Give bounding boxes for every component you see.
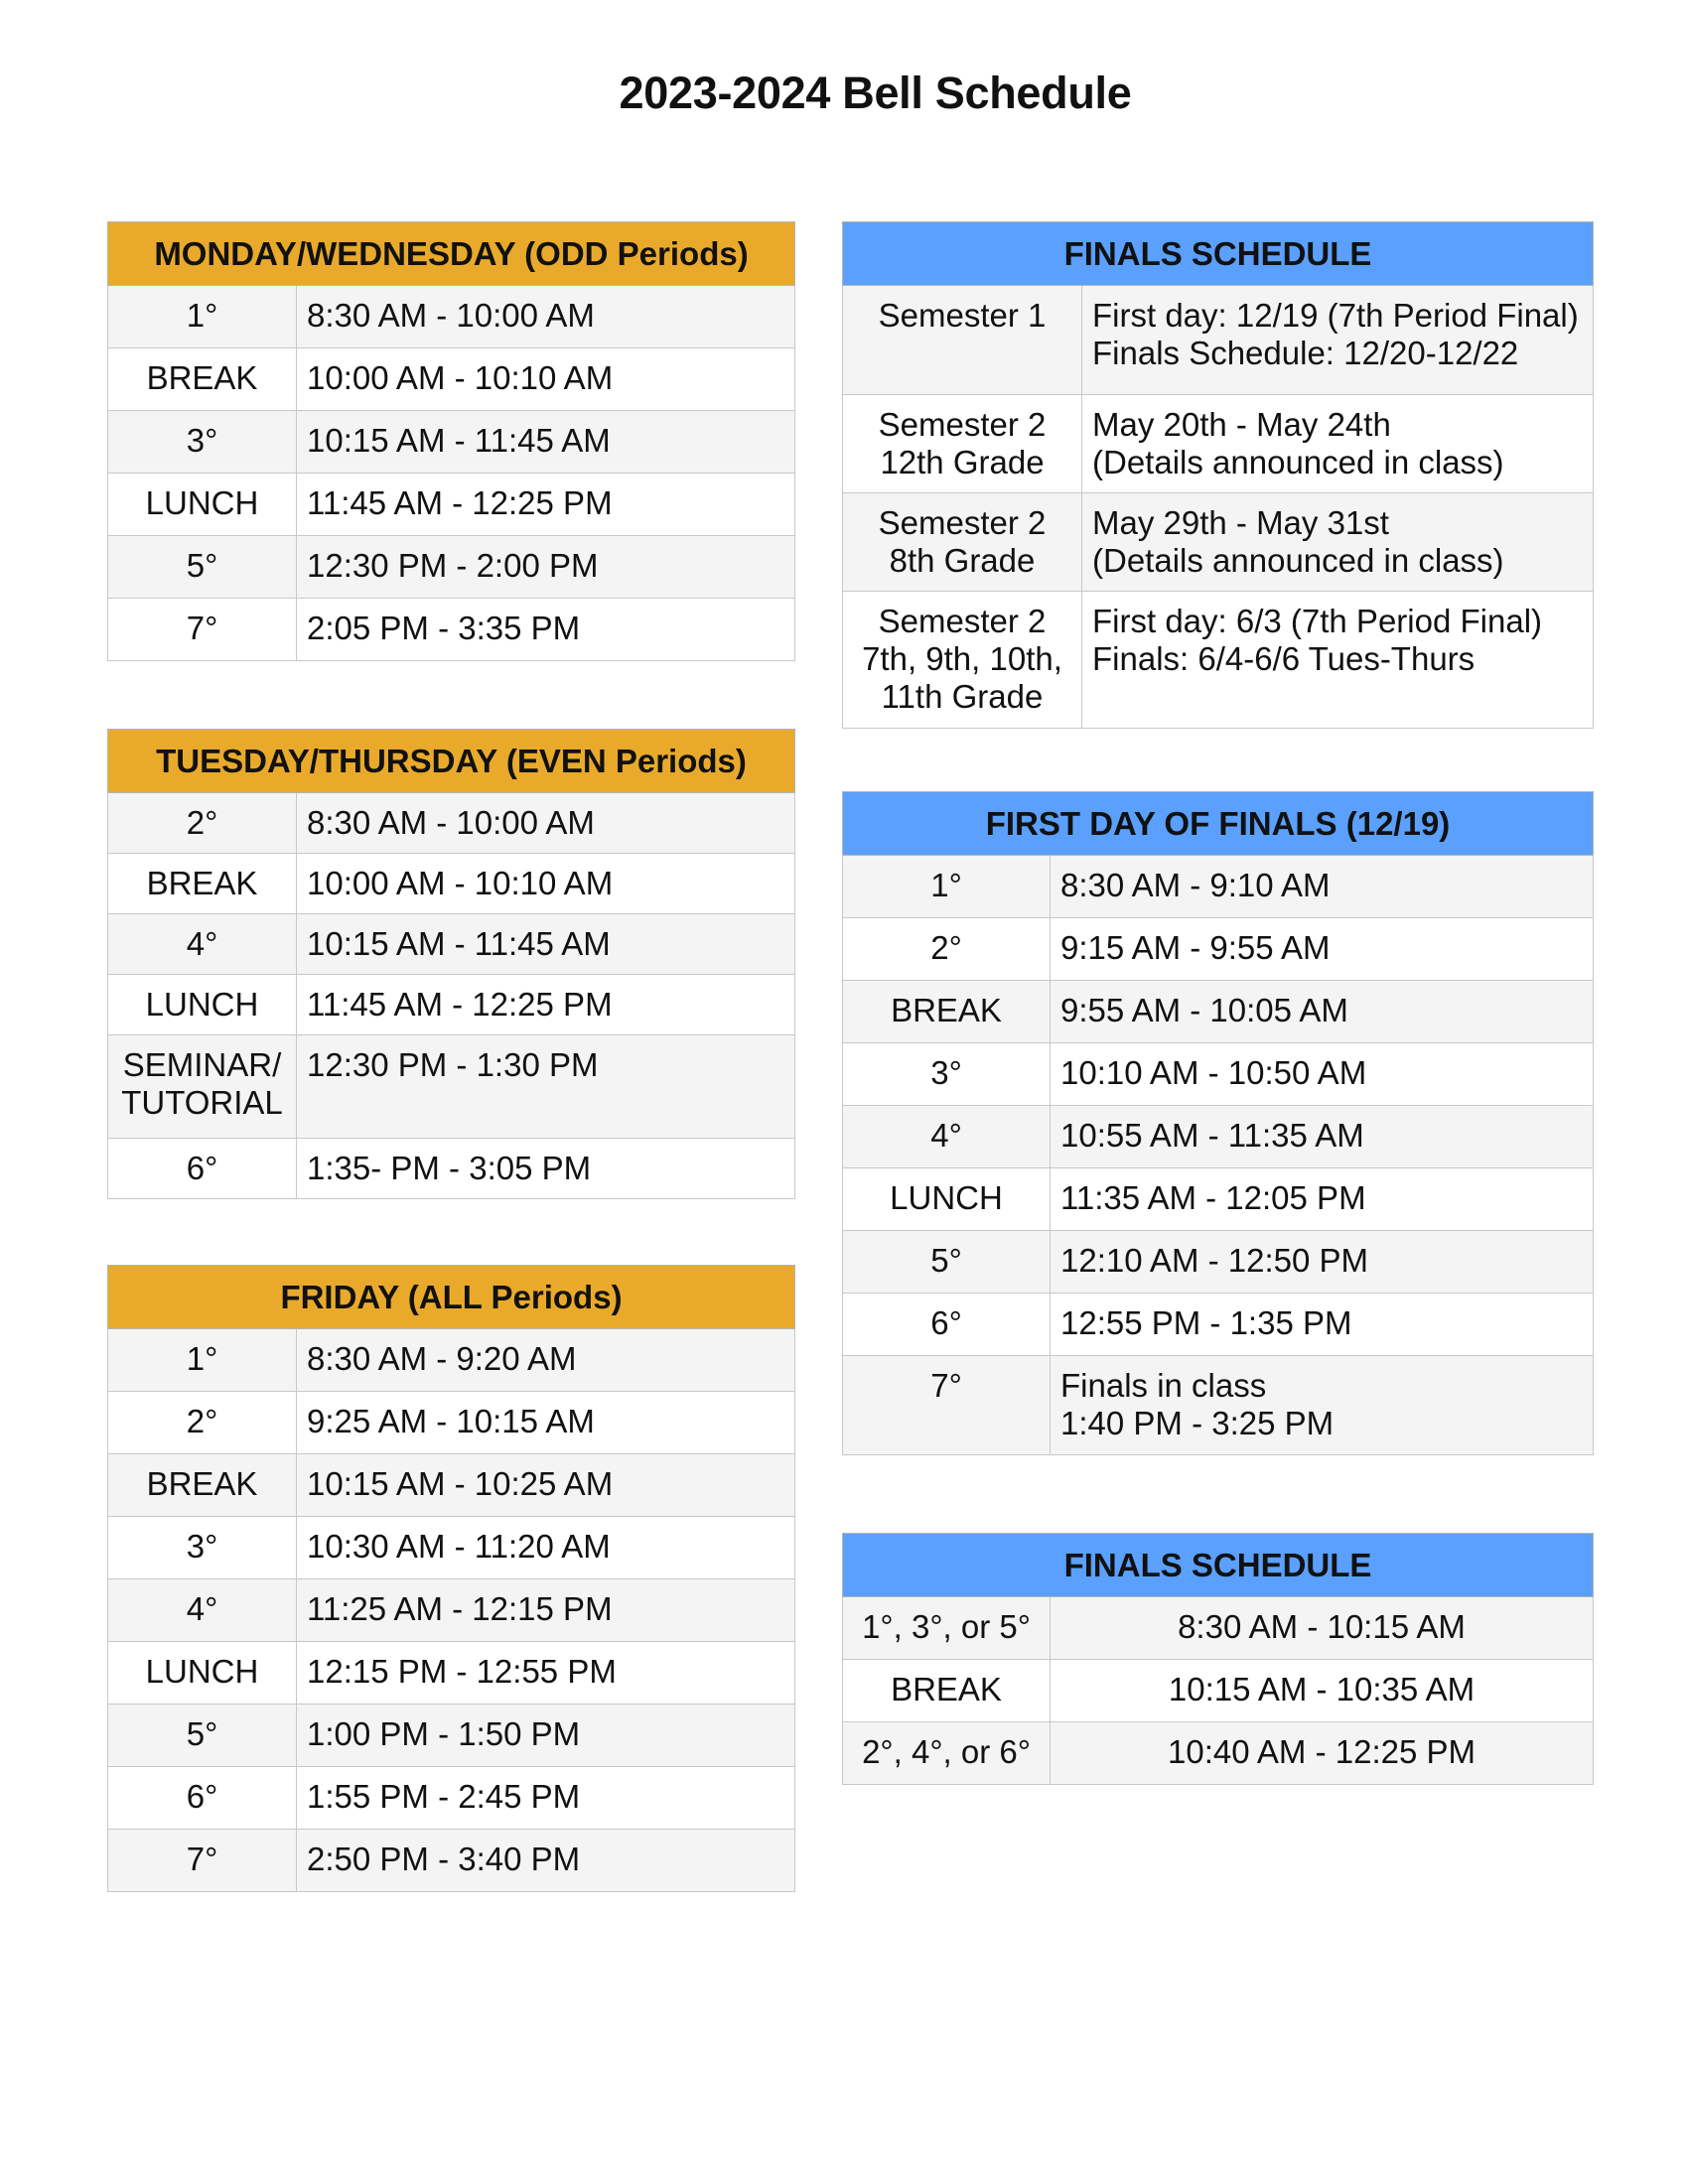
table-row [108,854,795,914]
table-row [843,1168,1594,1231]
tuesday-thursday-header: TUESDAY/THURSDAY (EVEN Periods) [108,730,795,793]
table-row [843,1106,1594,1168]
period-cell: 3° [108,1517,297,1579]
monday-wednesday-table [107,221,795,661]
first-day-of-finals-header: FIRST DAY OF FINALS (12/19) [843,792,1594,856]
time-cell: Finals in class 1:40 PM - 3:25 PM [1051,1356,1594,1455]
tuesday-thursday-table [107,729,795,1199]
table-row [108,348,795,411]
period-cell: 3° [108,411,297,474]
table-row [843,286,1594,395]
table-row [843,1356,1594,1455]
time-cell: 9:25 AM - 10:15 AM [297,1392,795,1454]
time-cell: 9:55 AM - 10:05 AM [1051,981,1594,1043]
period-cell: 2° [843,918,1051,981]
period-cell: 5° [108,1705,297,1767]
time-cell: 10:55 AM - 11:35 AM [1051,1106,1594,1168]
page-title: 2023-2024 Bell Schedule [619,68,1132,118]
time-cell: 8:30 AM - 10:00 AM [297,286,795,348]
table-row [108,1517,795,1579]
time-cell: 8:30 AM - 10:15 AM [1051,1597,1594,1660]
time-cell: 11:45 AM - 12:25 PM [297,474,795,536]
finals-detail-cell: First day: 6/3 (7th Period Final) Finals: 6/4-6/6 Tues-Thurs [1082,592,1594,729]
table-row [843,1660,1594,1722]
period-cell: 2° [108,1392,297,1454]
semester-cell: Semester 1 [843,286,1082,395]
semester-cell: Semester 2 12th Grade [843,395,1082,493]
time-cell: 8:30 AM - 9:20 AM [297,1329,795,1392]
semester-cell: Semester 2 8th Grade [843,493,1082,592]
finals-detail-cell: May 20th - May 24th (Details announced in class) [1082,395,1594,493]
period-cell: 6° [108,1139,297,1199]
time-cell: 10:15 AM - 11:45 AM [297,411,795,474]
table-row [108,975,795,1035]
table-row [108,474,795,536]
time-cell: 10:00 AM - 10:10 AM [297,348,795,411]
finals-detail-cell: May 29th - May 31st (Details announced in class) [1082,493,1594,592]
period-cell: 5° [108,536,297,599]
time-cell: 10:30 AM - 11:20 AM [297,1517,795,1579]
table-row [843,1231,1594,1294]
period-cell: 3° [843,1043,1051,1106]
period-cell: BREAK [108,348,297,411]
table-row [108,1454,795,1517]
time-cell: 2:05 PM - 3:35 PM [297,599,795,661]
table-row [108,1830,795,1892]
table-row [843,856,1594,918]
period-cell: 4° [108,1579,297,1642]
time-cell: 1:00 PM - 1:50 PM [297,1705,795,1767]
time-cell: 12:10 AM - 12:50 PM [1051,1231,1594,1294]
period-cell: 4° [108,914,297,975]
period-cell: BREAK [108,854,297,914]
table-row [108,1579,795,1642]
finals-periods-header: FINALS SCHEDULE [843,1534,1594,1597]
table-row [108,793,795,854]
table-row [843,1722,1594,1785]
time-cell: 10:15 AM - 11:45 AM [297,914,795,975]
period-cell: 2°, 4°, or 6° [843,1722,1051,1785]
period-cell: 1° [108,1329,297,1392]
time-cell: 11:35 AM - 12:05 PM [1051,1168,1594,1231]
table-row [108,411,795,474]
time-cell: 1:35- PM - 3:05 PM [297,1139,795,1199]
period-cell: BREAK [843,981,1051,1043]
period-cell: SEMINAR/ TUTORIAL [108,1035,297,1139]
time-cell: 10:40 AM - 12:25 PM [1051,1722,1594,1785]
finals-detail-cell: First day: 12/19 (7th Period Final) Finals Schedule: 12/20-12/22 [1082,286,1594,395]
time-cell: 10:15 AM - 10:35 AM [1051,1660,1594,1722]
time-cell: 10:15 AM - 10:25 AM [297,1454,795,1517]
table-header-row [843,222,1594,286]
period-cell: LUNCH [108,474,297,536]
friday-table [107,1265,795,1892]
finals-overview-table [842,221,1594,729]
period-cell: 7° [843,1356,1051,1455]
table-row [843,1043,1594,1106]
table-row [108,1329,795,1392]
table-header-row [108,730,795,793]
table-row [108,1642,795,1705]
time-cell: 12:30 PM - 2:00 PM [297,536,795,599]
time-cell: 8:30 AM - 9:10 AM [1051,856,1594,918]
table-row [108,1392,795,1454]
period-cell: BREAK [108,1454,297,1517]
table-row [843,981,1594,1043]
period-cell: LUNCH [108,975,297,1035]
period-cell: LUNCH [108,1642,297,1705]
monday-wednesday-header: MONDAY/WEDNESDAY (ODD Periods) [108,222,795,286]
table-row [108,914,795,975]
finals-overview-header: FINALS SCHEDULE [843,222,1594,286]
table-row [108,1767,795,1830]
table-row [108,1035,795,1139]
period-cell: 2° [108,793,297,854]
table-row [843,592,1594,729]
period-cell: 7° [108,599,297,661]
time-cell: 12:15 PM - 12:55 PM [297,1642,795,1705]
table-row [843,493,1594,592]
period-cell: 7° [108,1830,297,1892]
semester-cell: Semester 2 7th, 9th, 10th, 11th Grade [843,592,1082,729]
table-row [843,918,1594,981]
time-cell: 12:30 PM - 1:30 PM [297,1035,795,1139]
period-cell: 1° [843,856,1051,918]
finals-periods-table [842,1533,1594,1785]
table-row [108,1139,795,1199]
time-cell: 11:25 AM - 12:15 PM [297,1579,795,1642]
table-header-row [843,792,1594,856]
table-header-row [843,1534,1594,1597]
period-cell: 6° [843,1294,1051,1356]
period-cell: BREAK [843,1660,1051,1722]
period-cell: 1° [108,286,297,348]
table-row [108,286,795,348]
period-cell: LUNCH [843,1168,1051,1231]
time-cell: 9:15 AM - 9:55 AM [1051,918,1594,981]
table-row [843,1294,1594,1356]
time-cell: 1:55 PM - 2:45 PM [297,1767,795,1830]
table-row [108,536,795,599]
period-cell: 1°, 3°, or 5° [843,1597,1051,1660]
table-header-row [108,1266,795,1329]
table-header-row [108,222,795,286]
time-cell: 10:10 AM - 10:50 AM [1051,1043,1594,1106]
time-cell: 2:50 PM - 3:40 PM [297,1830,795,1892]
friday-header: FRIDAY (ALL Periods) [108,1266,795,1329]
table-row [843,395,1594,493]
time-cell: 8:30 AM - 10:00 AM [297,793,795,854]
period-cell: 5° [843,1231,1051,1294]
time-cell: 11:45 AM - 12:25 PM [297,975,795,1035]
table-row [108,1705,795,1767]
time-cell: 10:00 AM - 10:10 AM [297,854,795,914]
first-day-of-finals-table [842,791,1594,1455]
time-cell: 12:55 PM - 1:35 PM [1051,1294,1594,1356]
table-row [108,599,795,661]
period-cell: 4° [843,1106,1051,1168]
table-row [843,1597,1594,1660]
period-cell: 6° [108,1767,297,1830]
